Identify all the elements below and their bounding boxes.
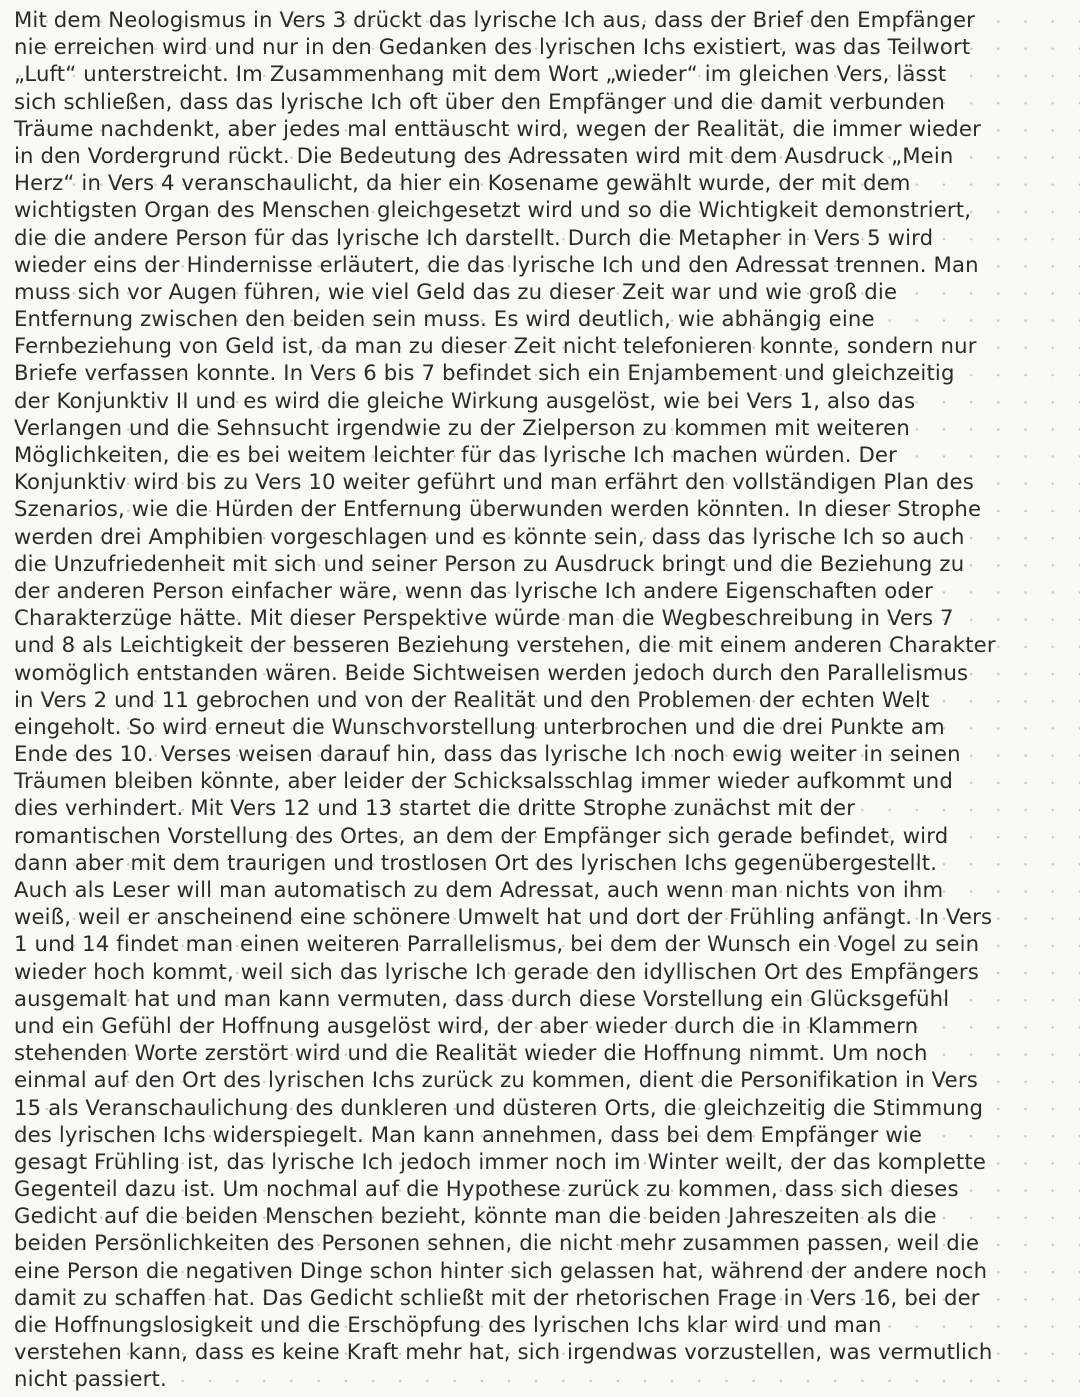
text-line: dann aber mit dem traurigen und trostlosen Ort des lyrischen Ichs gegenübergestellt. bbox=[14, 849, 938, 875]
text-line: muss sich vor Augen führen, wie viel Geld das zu dieser Zeit war und wie groß die bbox=[14, 278, 898, 304]
text-line: Möglichkeiten, die es bei weitem leichter für das lyrische Ich machen würden. Der bbox=[14, 442, 897, 467]
text-line: Mit dem Neologismus in Vers 3 drückt das lyrische Ich aus, dass der Brief den Empfänger bbox=[14, 7, 976, 32]
text-line: ausgemalt hat und man kann vermuten, dass durch diese Vorstellung ein Glücksgefühl bbox=[14, 985, 950, 1011]
text-line: 15 als Veranschaulichung des dunkleren und düsteren Orts, die gleichzeitig die Stimmung bbox=[14, 1094, 984, 1120]
text-line: die die andere Person für das lyrische Ich darstellt. Durch die Metapher in Vers 5 wird bbox=[14, 224, 934, 250]
text-line: sich schließen, dass das lyrische Ich oft über den Empfänger und die damit verbunden bbox=[14, 88, 945, 114]
text-line: „Luft“ unterstreicht. Im Zusammenhang mit dem Wort „wieder“ im gleichen Vers, lässt bbox=[14, 61, 947, 87]
text-line: Herz“ in Vers 4 veranschaulicht, da hier ein Kosename gewählt wurde, der mit dem bbox=[14, 170, 911, 196]
text-line: damit zu schaffen hat. Das Gedicht schließt mit der rhetorischen Frage in Vers 16, bei der bbox=[14, 1284, 980, 1310]
text-line: eine Person die negativen Dinge schon hinter sich gelassen hat, während der andere noch bbox=[14, 1257, 988, 1283]
text-line: gesagt Frühling ist, das lyrische Ich jedoch immer noch im Winter weilt, der das komplette bbox=[14, 1148, 987, 1174]
text-line: Szenarios, wie die Hürden der Entfernung überwunden werden könnten. In dieser Strophe bbox=[14, 496, 982, 522]
text-line: Konjunktiv wird bis zu Vers 10 weiter geführt und man erfährt den vollständigen Plan des bbox=[14, 469, 974, 495]
text-line: womöglich entstanden wären. Beide Sichtweisen werden jedoch durch den Parallelismus bbox=[14, 659, 969, 685]
text-line: der Konjunktiv II und es wird die gleiche Wirkung ausgelöst, wie bei Vers 1, also das bbox=[14, 387, 916, 413]
text-line: weiß, weil er anscheinend eine schönere Umwelt hat und dort der Frühling anfängt. In Vers bbox=[14, 904, 993, 930]
text-line: Charakterzüge hätte. Mit dieser Perspektive würde man die Wegbeschreibung in Vers 7 bbox=[14, 605, 954, 631]
text-line: Träumen bleiben könnte, aber leider der Schicksalsschlag immer wieder aufkommt und bbox=[14, 768, 953, 794]
text-line: Entfernung zwischen den beiden sein muss. Es wird deutlich, wie abhängig eine bbox=[14, 306, 875, 332]
essay-text-block bbox=[14, 6, 1074, 1393]
text-line: des lyrischen Ichs widerspiegelt. Man kann annehmen, dass bei dem Empfänger wie bbox=[14, 1121, 923, 1147]
text-line: Ende des 10. Verses weisen darauf hin, dass das lyrische Ich noch ewig weiter in seinen bbox=[14, 741, 961, 767]
text-line: in Vers 2 und 11 gebrochen und von der Realität und den Problemen der echten Welt bbox=[14, 686, 930, 712]
text-line: nie erreichen wird und nur in den Gedanken des lyrischen Ichs existiert, was das Teilwort bbox=[14, 34, 971, 60]
text-line: Briefe verfassen konnte. In Vers 6 bis 7 befindet sich ein Enjambement und gleichzeitig bbox=[14, 360, 955, 386]
text-line: wichtigsten Organ des Menschen gleichgesetzt wird und so die Wichtigkeit demonstriert, bbox=[14, 197, 972, 223]
text-line: in den Vordergrund rückt. Die Bedeutung des Adressaten wird mit dem Ausdruck „Mein bbox=[14, 142, 954, 168]
text-line: Auch als Leser will man automatisch zu dem Adressat, auch wenn man nichts von ihm bbox=[14, 877, 944, 902]
text-line: wieder hoch kommt, weil sich das lyrische Ich gerade den idyllischen Ort des Empfängers bbox=[14, 958, 979, 984]
text-line: verstehen kann, dass es keine Kraft mehr hat, sich irgendwas vorzustellen, was vermutlich bbox=[14, 1339, 993, 1365]
text-line: die Unzufriedenheit mit sich und seiner Person zu Ausdruck bringt und die Beziehung zu bbox=[14, 550, 965, 576]
text-line: Gedicht auf die beiden Menschen bezieht, könnte man die beiden Jahreszeiten als die bbox=[14, 1203, 937, 1229]
text-line: stehenden Worte zerstört wird und die Realität wieder die Hoffnung nimmt. Um noch bbox=[14, 1040, 928, 1066]
text-line: der anderen Person einfacher wäre, wenn das lyrische Ich andere Eigenschaften oder bbox=[14, 577, 933, 603]
text-line: 1 und 14 findet man einen weiteren Parrallelismus, bei dem der Wunsch ein Vogel zu sein bbox=[14, 931, 980, 957]
text-line: werden drei Amphibien vorgeschlagen und es könnte sein, dass das lyrische Ich so auch bbox=[14, 523, 965, 549]
text-line: und ein Gefühl der Hoffnung ausgelöst wird, der aber wieder durch die in Klammern bbox=[14, 1012, 919, 1038]
text-line: nicht passiert. bbox=[14, 1366, 167, 1392]
text-line: einmal auf den Ort des lyrischen Ichs zurück zu kommen, dient die Personifikation in Vers bbox=[14, 1067, 978, 1093]
text-line: romantischen Vorstellung des Ortes, an dem der Empfänger sich gerade befindet, wird bbox=[14, 822, 949, 848]
text-line: Träume nachdenkt, aber jedes mal enttäuscht wird, wegen der Realität, die immer wieder bbox=[14, 115, 981, 141]
text-line: wieder eins der Hindernisse erläutert, die das lyrische Ich und den Adressat trennen. Man bbox=[14, 251, 979, 277]
text-line: und 8 als Leichtigkeit der besseren Beziehung verstehen, die mit einem anderen Charakter bbox=[14, 632, 996, 658]
text-line: Fernbeziehung von Geld ist, da man zu dieser Zeit nicht telefonieren konnte, sondern nur bbox=[14, 333, 977, 359]
text-line: Gegenteil dazu ist. Um nochmal auf die Hypothese zurück zu kommen, dass sich dieses bbox=[14, 1176, 959, 1202]
text-line: beiden Persönlichkeiten des Personen sehnen, die nicht mehr zusammen passen, weil die bbox=[14, 1230, 980, 1256]
text-line: Verlangen und die Sehnsucht irgendwie zu der Zielperson zu kommen mit weiteren bbox=[14, 414, 910, 440]
text-line: eingeholt. So wird erneut die Wunschvorstellung unterbrochen und die drei Punkte am bbox=[14, 713, 945, 739]
text-line: die Hoffnungslosigkeit und die Erschöpfung des lyrischen Ichs klar wird und man bbox=[14, 1312, 882, 1337]
text-line: dies verhindert. Mit Vers 12 und 13 startet die dritte Strophe zunächst mit der bbox=[14, 795, 856, 821]
